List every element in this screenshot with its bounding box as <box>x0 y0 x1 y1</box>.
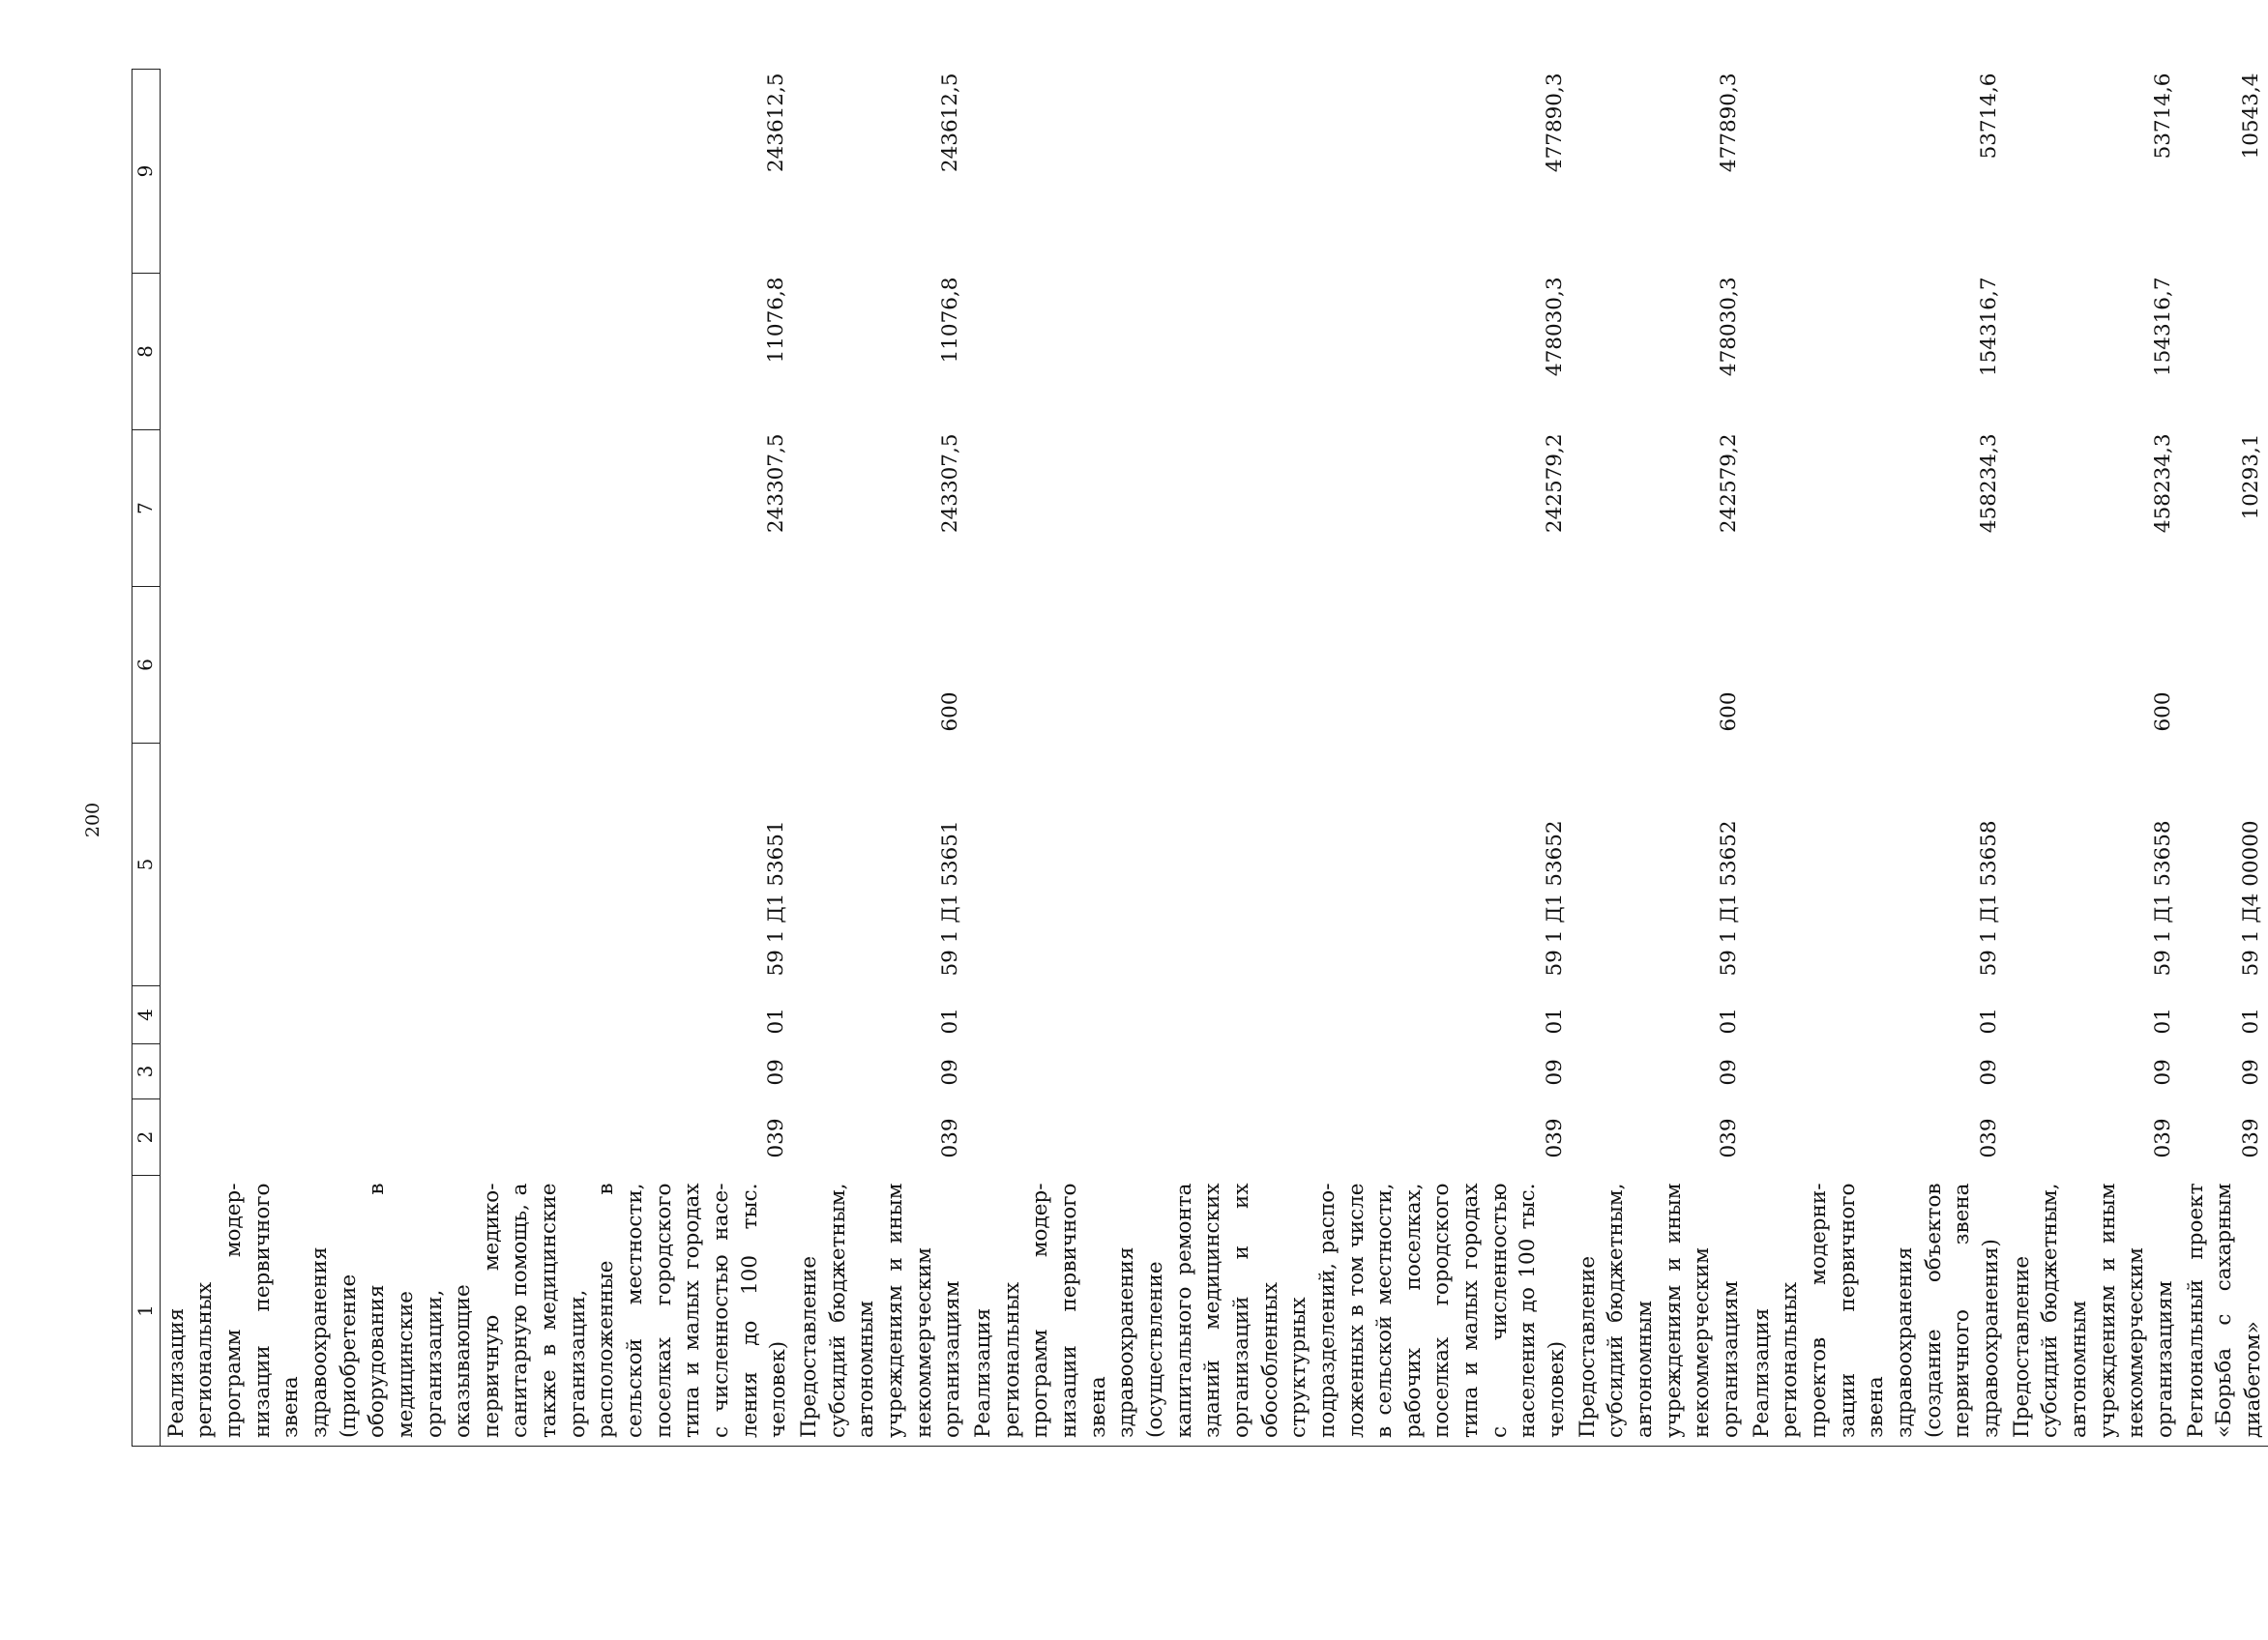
table-row <box>160 70 793 1447</box>
column-header: 8 <box>133 274 161 430</box>
cell-y2: 11076,8 <box>764 277 789 364</box>
column-header: 3 <box>133 1044 161 1099</box>
cell-vr <box>967 587 1572 744</box>
table-row <box>793 70 967 1447</box>
cell-rz: 09 <box>2238 1059 2263 1086</box>
table-frame <box>132 70 2265 1447</box>
cell-rz: 09 <box>1717 1059 1742 1086</box>
cell-pr: 01 <box>2150 1008 2175 1035</box>
cell-y3: 53714,6 <box>2150 73 2175 160</box>
cell-gr: 039 <box>1543 1118 1568 1158</box>
cell-y1: 242579,2 <box>1717 433 1742 534</box>
cell-y3: 477890,3 <box>1543 73 1568 173</box>
cell-y2: 478030,3 <box>1543 277 1568 377</box>
cell-y2: 154316,7 <box>2150 277 2175 377</box>
cell-y1: 458234,3 <box>1976 433 2001 534</box>
cell-csr: 59 1 Д1 53651 <box>938 820 963 977</box>
cell-gr: 039 <box>938 1118 963 1158</box>
table-body <box>160 70 2267 1447</box>
cell-csr: 59 1 Д1 53652 <box>1543 820 1568 977</box>
cell-y1: 458234,3 <box>2150 433 2175 534</box>
cell-csr: 59 1 Д1 53658 <box>2150 820 2175 977</box>
cell-pr: 01 <box>938 1008 963 1035</box>
column-header: 1 <box>133 1176 161 1447</box>
header-row <box>133 70 161 1447</box>
cell-csr: 59 1 Д1 53658 <box>1976 820 2001 977</box>
table-row <box>2006 70 2180 1447</box>
cell-y2 <box>2180 274 2268 430</box>
cell-vr: 600 <box>2150 691 2175 732</box>
cell-y3: 243612,5 <box>938 73 963 173</box>
cell-pr: 01 <box>1543 1008 1568 1035</box>
cell-csr: 59 1 Д1 53652 <box>1717 820 1742 977</box>
column-header: 4 <box>133 986 161 1044</box>
cell-vr: 600 <box>1717 691 1742 732</box>
budget-table <box>132 69 2268 1447</box>
row-name: Предоставление субсидий бюджетным, автономным учреждениям и иным некоммерческим организациям <box>793 1176 967 1447</box>
cell-pr: 01 <box>2238 1008 2263 1035</box>
column-header: 2 <box>133 1099 161 1176</box>
cell-rz: 09 <box>1976 1059 2001 1086</box>
row-name: Предоставление субсидий бюджетным, автономным учреждениям и иным некоммерческим организациям <box>1572 1176 1746 1447</box>
cell-y2: 11076,8 <box>938 277 963 364</box>
row-name: Региональный проект «Борьба с сахарным диабетом» <box>2180 1176 2268 1447</box>
cell-pr: 01 <box>764 1008 789 1035</box>
cell-y1: 242579,2 <box>1543 433 1568 534</box>
cell-y3: 53714,6 <box>1976 73 2001 160</box>
column-header: 7 <box>133 430 161 587</box>
cell-rz: 09 <box>764 1059 789 1086</box>
row-name: Реализация региональных проектов модернизации первичного звена здравоохранения (создание объектов первичного звена здравоохранения) <box>1746 1176 2006 1447</box>
cell-csr: 59 1 Д1 53651 <box>764 820 789 977</box>
table-header <box>133 70 161 1447</box>
cell-y1: 243307,5 <box>938 433 963 534</box>
cell-csr: 59 1 Д4 00000 <box>2238 820 2263 977</box>
cell-y1: 10293,1 <box>2238 433 2263 520</box>
row-name: Предоставление субсидий бюджетным, автономным учреждениям и иным некоммерческим организациям <box>2006 1176 2180 1447</box>
cell-y2: 478030,3 <box>1717 277 1742 377</box>
table-row <box>967 70 1572 1447</box>
cell-gr: 039 <box>2150 1118 2175 1158</box>
cell-vr <box>160 587 793 744</box>
table-row <box>2180 70 2268 1447</box>
cell-gr: 039 <box>1976 1118 2001 1158</box>
cell-pr: 01 <box>1976 1008 2001 1035</box>
cell-y3: 477890,3 <box>1717 73 1742 173</box>
column-header: 6 <box>133 587 161 744</box>
cell-y3: 10543,4 <box>2238 73 2263 160</box>
cell-vr <box>2180 587 2268 744</box>
cell-y3: 243612,5 <box>764 73 789 173</box>
column-header: 9 <box>133 70 161 274</box>
cell-rz: 09 <box>2150 1059 2175 1086</box>
column-header: 5 <box>133 744 161 986</box>
table-row <box>1746 70 2006 1447</box>
page-number: 200 <box>82 802 103 838</box>
cell-gr: 039 <box>2238 1118 2263 1158</box>
cell-y1: 243307,5 <box>764 433 789 534</box>
cell-gr: 039 <box>764 1118 789 1158</box>
cell-vr <box>1746 587 2006 744</box>
cell-y2: 154316,7 <box>1976 277 2001 377</box>
row-name: Реализация региональных программ модернизации первичного звена здравоохранения (приобретение оборудования в медицинские организации, оказывающие первичную медико-санитарную помощь, а также в медицинские организации, расположенные в сельской местности, поселках городского типа и малых городах с численностью населения до 100 тыс. человек) <box>160 1176 793 1447</box>
row-name: Реализация региональных программ модернизации первичного звена здравоохранения (осуществление капитального ремонта зданий медицинских организаций и их обособленных структурных подразделений, расположенных в том числе в сельской местности, рабочих поселках, поселках городского типа и малых городах с численностью населения до 100 тыс. человек) <box>967 1176 1572 1447</box>
table-row <box>1572 70 1746 1447</box>
cell-gr: 039 <box>1717 1118 1742 1158</box>
cell-vr: 600 <box>938 691 963 732</box>
cell-rz: 09 <box>938 1059 963 1086</box>
cell-rz: 09 <box>1543 1059 1568 1086</box>
cell-pr: 01 <box>1717 1008 1742 1035</box>
